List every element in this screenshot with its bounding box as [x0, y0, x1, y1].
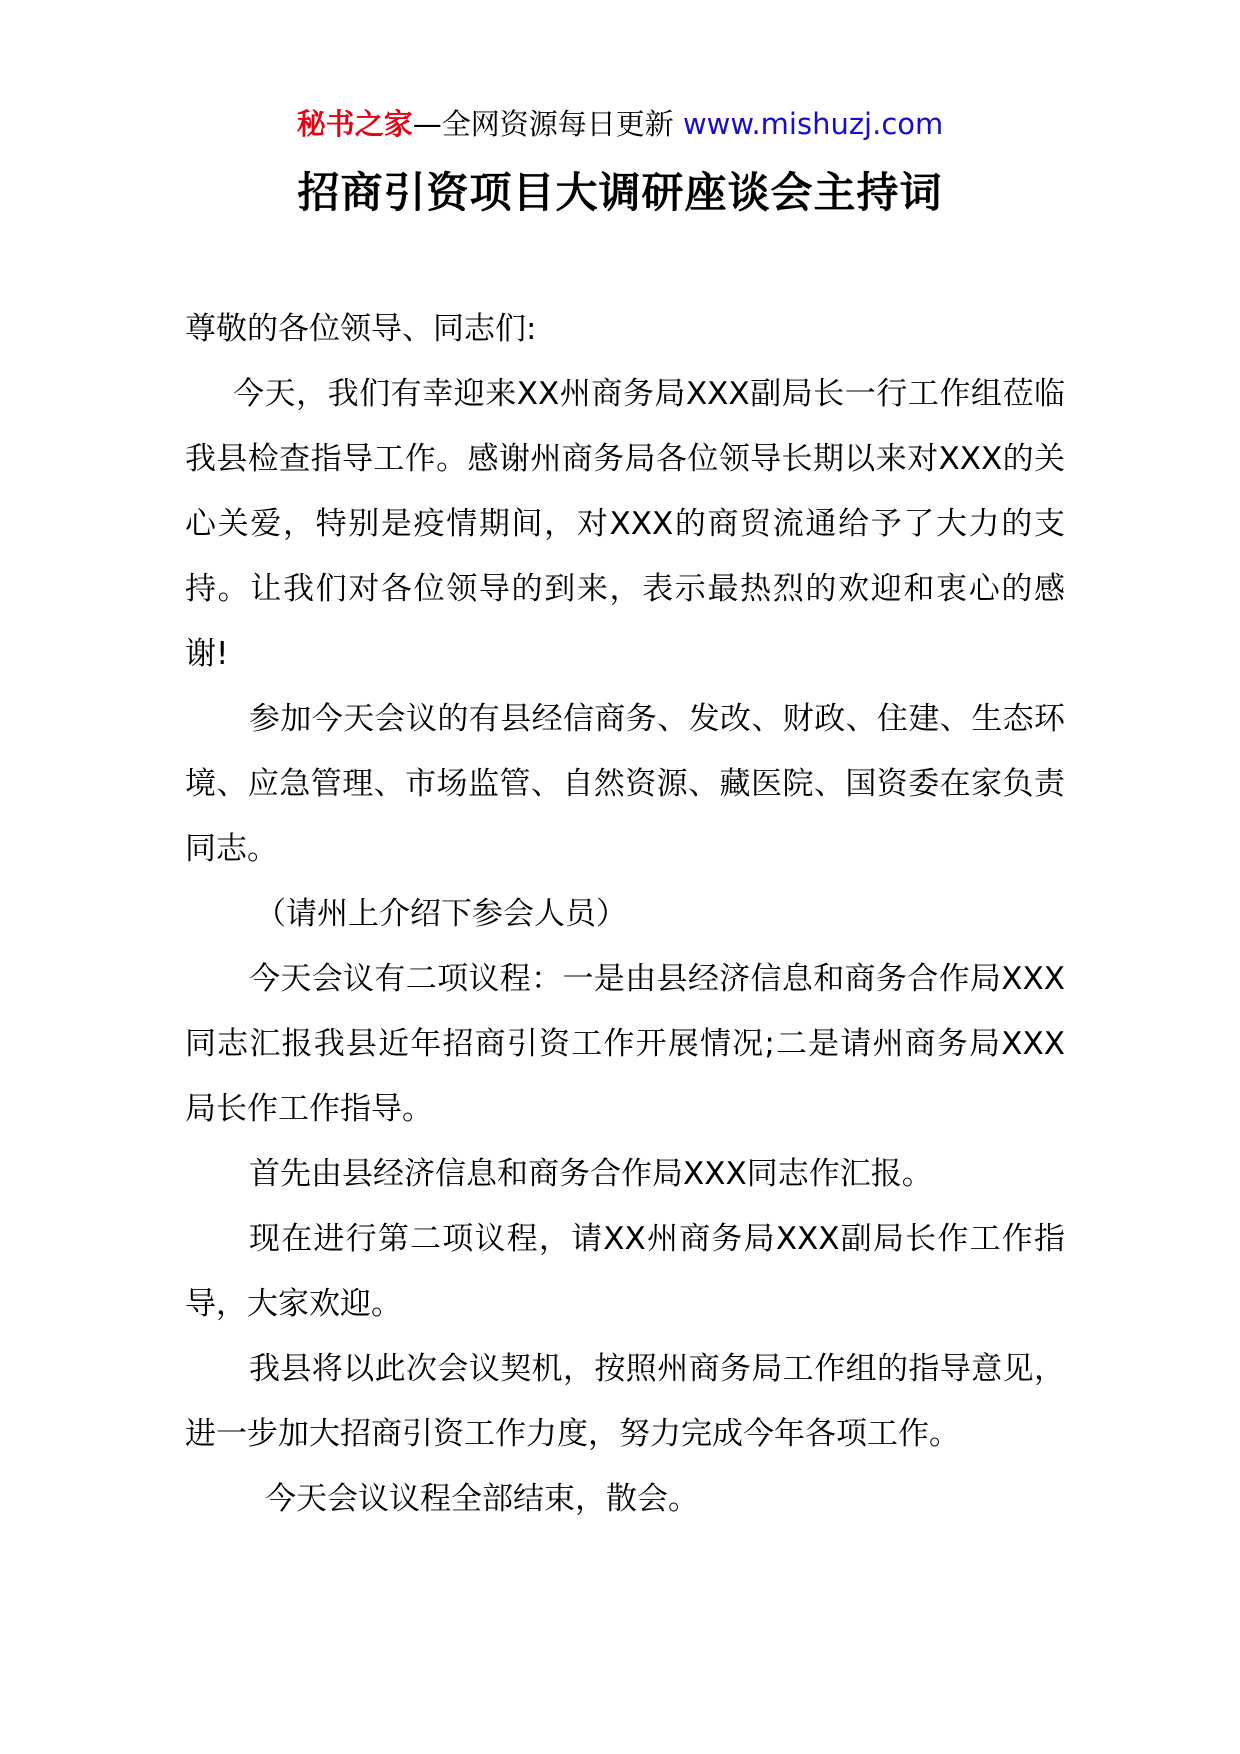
document-body	[185, 297, 1065, 1532]
paragraph-welcome: 今天，我们有幸迎来XX州商务局XXX副局长一行工作组莅临我县检查指导工作。感谢州商务局各位领导长期以来对XXX的关心关爱，特别是疫情期间，对XXX的商贸流通给予了大力的支持。让我们对各位领导的到来，表示最热烈的欢迎和衷心的感谢!	[185, 376, 1065, 672]
document-title: 招商引资项目大调研座谈会主持词	[297, 168, 943, 217]
paragraph-closing: 今天会议议程全部结束，散会。	[265, 1481, 699, 1517]
brand-name: 秘书之家	[296, 107, 413, 141]
site-header	[0, 104, 1240, 144]
header-tagline: —全网资源每日更新	[412, 107, 674, 141]
paragraph-agenda: 今天会议有二项议程：一是由县经济信息和商务合作局XXX同志汇报我县近年招商引资工作开展情况;二是请州商务局XXX局长作工作指导。	[185, 961, 1065, 1127]
paragraph-second-item: 现在进行第二项议程，请XX州商务局XXX副局长作工作指导，大家欢迎。	[185, 1221, 1065, 1322]
paragraph-report: 首先由县经济信息和商务合作局XXX同志作汇报。	[249, 1156, 933, 1192]
site-link[interactable]: www.mishuzj.com	[682, 107, 944, 141]
paragraph-attendees: 参加今天会议的有县经信商务、发改、财政、住建、生态环境、应急管理、市场监管、自然资源、藏医院、国资委在家负责同志。	[185, 701, 1065, 867]
greeting: 尊敬的各位领导、同志们:	[185, 311, 537, 347]
paragraph-commitment: 我县将以此次会议契机，按照州商务局工作组的指导意见，进一步加大招商引资工作力度，努力完成今年各项工作。	[185, 1351, 1065, 1452]
paragraph-introduction-note: （请州上介绍下参会人员）	[255, 896, 627, 932]
